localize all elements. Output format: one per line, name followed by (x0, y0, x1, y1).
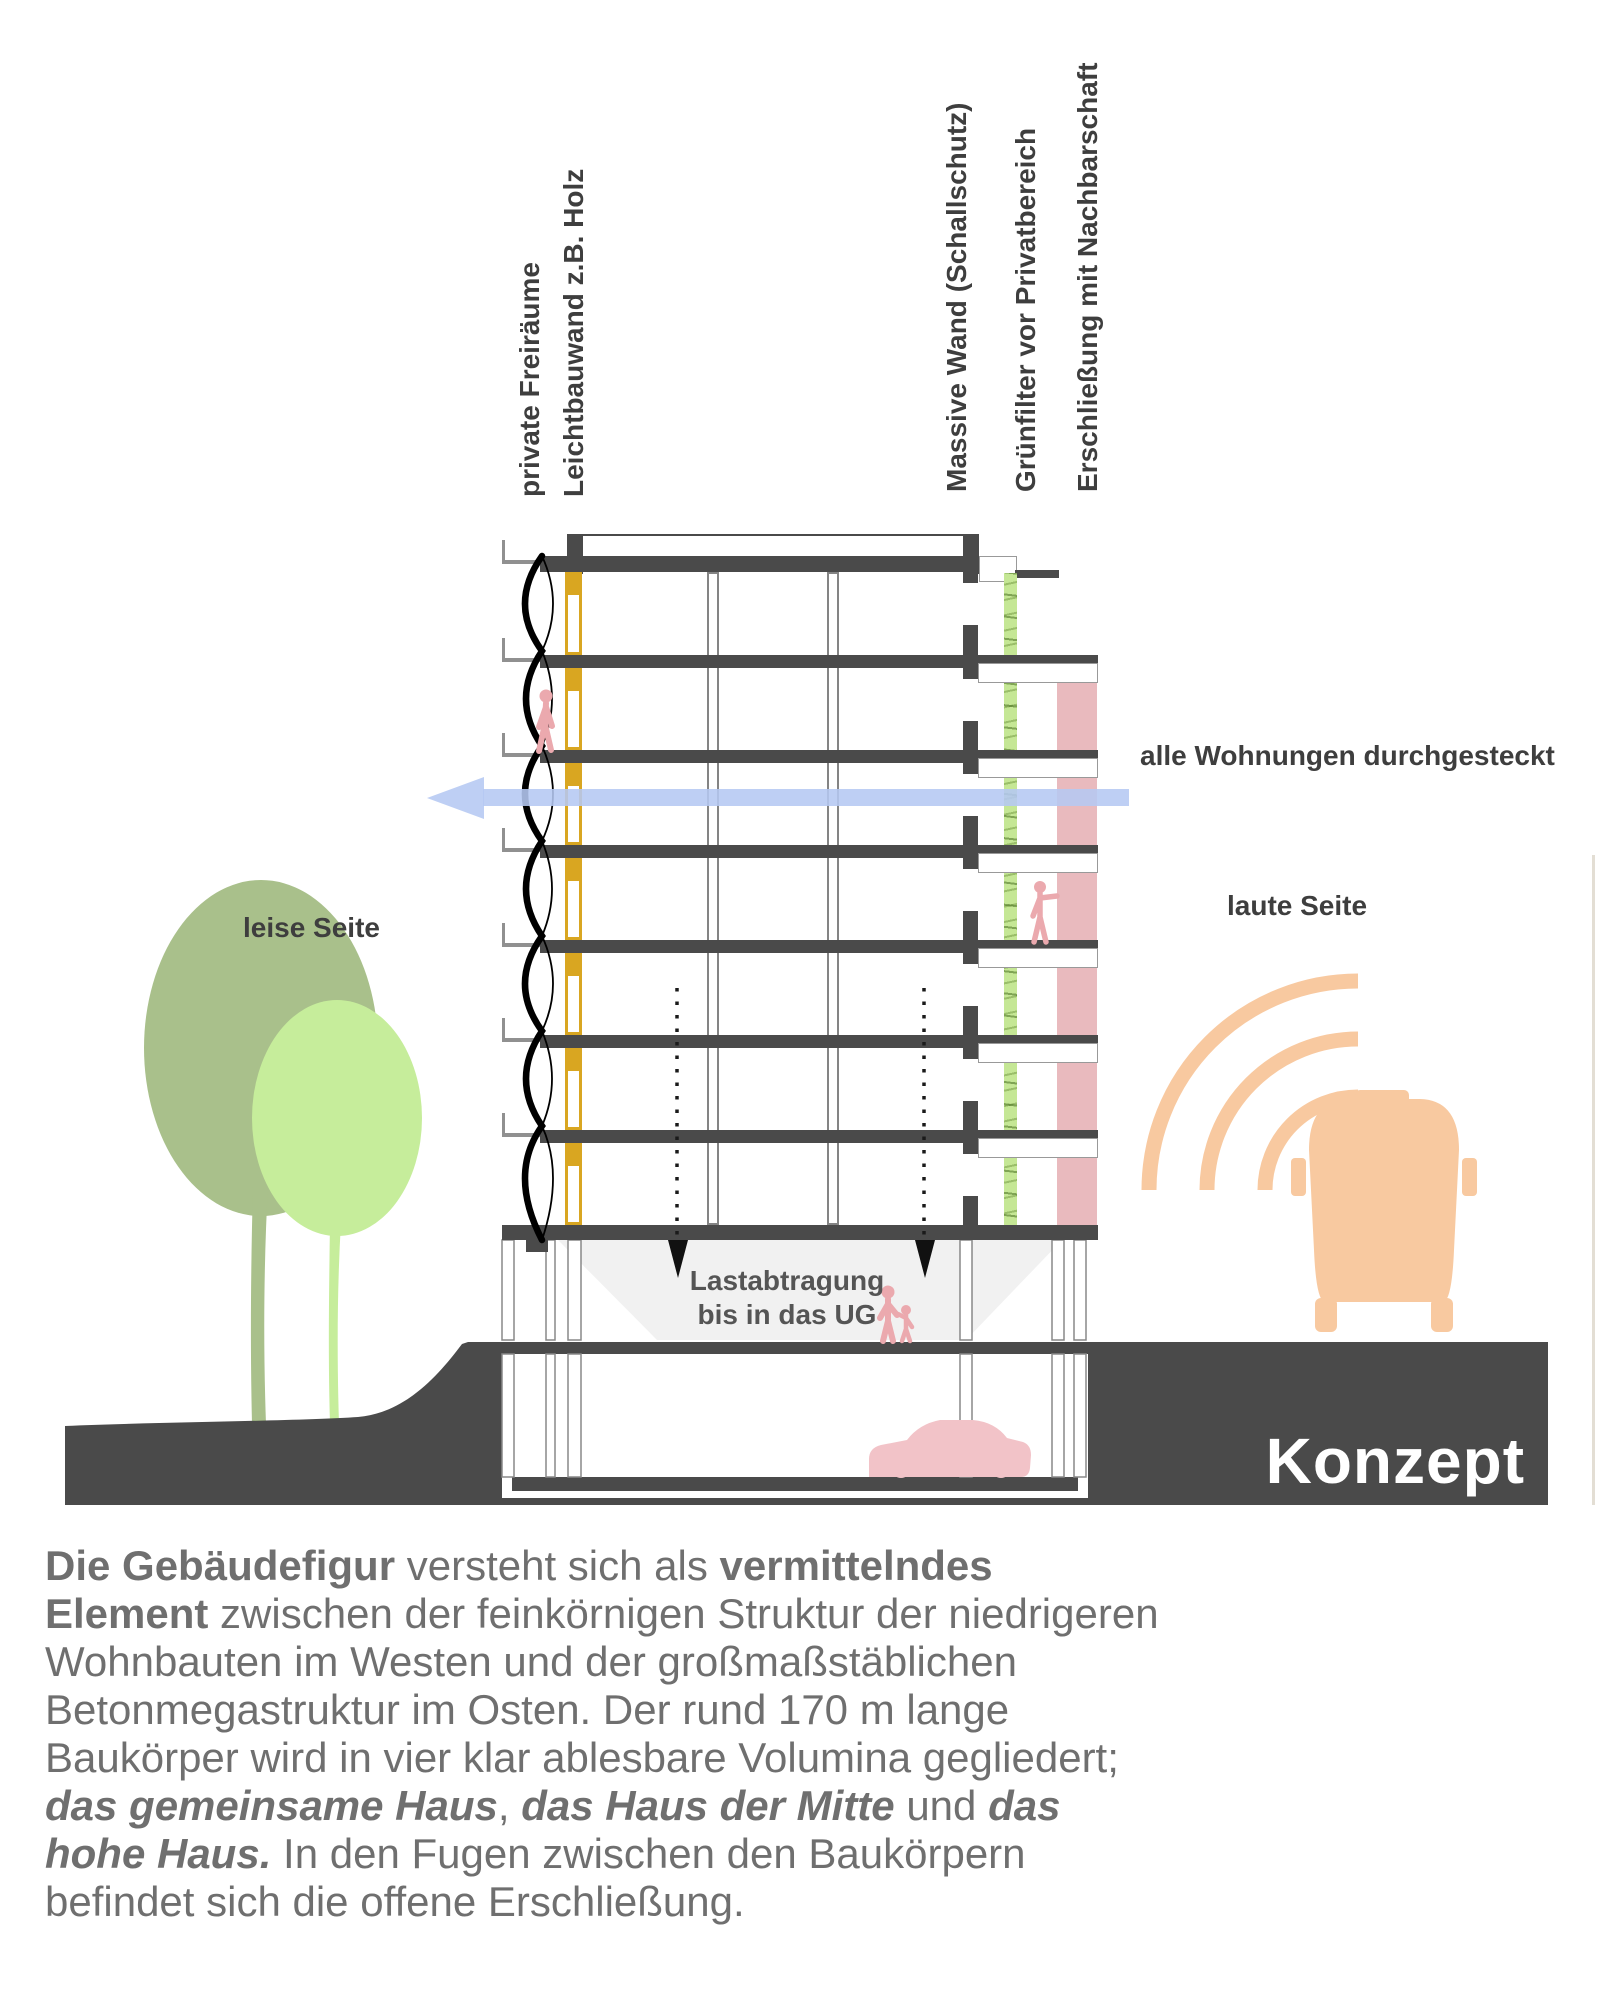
text-run: das (988, 1782, 1061, 1829)
through-arrow-shaft (483, 789, 1129, 806)
paragraph-line (45, 1590, 1565, 1638)
paragraph-line (45, 1782, 1565, 1830)
basement-wall-right (1074, 1354, 1086, 1477)
ground-floor-column (960, 1240, 972, 1340)
text-run: vermittelndes (719, 1542, 993, 1589)
text-run: das Haus der Mitte (521, 1782, 895, 1829)
label-massive-wand: Massive Wand (Schallschutz) (941, 102, 972, 492)
label-lastabtragung-line1: Lastabtragung (689, 1265, 885, 1296)
label-lastabtragung-line2: bis in das UG (697, 1299, 877, 1330)
text-run: Element (45, 1590, 209, 1637)
label-erschliessung: Erschließung mit Nachbarschaft (1072, 62, 1103, 492)
curtain-wave-thin (542, 556, 553, 1240)
paragraph-line (45, 1542, 1565, 1590)
ground-floor-column (1052, 1240, 1064, 1340)
text-run: Wohnbauten im Westen und der großmaßstäblichen (45, 1638, 1017, 1685)
person-icon (1033, 881, 1057, 942)
text-run: zwischen der feinkörnigen Struktur der niedrigeren (208, 1590, 1159, 1637)
page-title: Konzept (1265, 1425, 1525, 1497)
ground-floor-wall-right (1074, 1240, 1086, 1340)
tree-large-trunk (251, 1185, 268, 1424)
label-gruenfilter: Grünfilter vor Privatbereich (1010, 127, 1041, 492)
bus-icon (1291, 1090, 1477, 1332)
text-run: In den Fugen zwischen den Baukörpern (271, 1830, 1026, 1877)
ground-floor-column (546, 1240, 555, 1340)
ground-floor-column (568, 1240, 581, 1340)
basement-column (546, 1354, 555, 1477)
paragraph-line (45, 1878, 1565, 1926)
text-run: versteht sich als (395, 1542, 720, 1589)
label-private-freiraeume: private Freiräume (514, 262, 545, 497)
text-run: und (894, 1782, 989, 1829)
text-run: befindet sich die offene Erschließung. (45, 1878, 745, 1925)
basement-column (568, 1354, 581, 1477)
ground-slab (502, 1225, 1098, 1240)
label-lastabtragung (632, 1264, 942, 1332)
paragraph-line (45, 1830, 1565, 1878)
person-icon (539, 690, 553, 752)
text-run: Betonmegastruktur im Osten. Der rund 170 m lange (45, 1686, 1010, 1733)
description-paragraph (45, 1542, 1565, 1926)
through-arrow-head-icon (427, 777, 484, 819)
label-alle-wohnungen: alle Wohnungen durchgesteckt (1140, 740, 1555, 771)
text-run: Baukörper wird in vier klar ablesbare Volumina gegliedert; (45, 1734, 1119, 1781)
ground-floor-wall-left (502, 1240, 514, 1340)
text-run: Die Gebäudefigur (45, 1542, 396, 1589)
tree-small-trunk (329, 1222, 341, 1424)
basement-column (1052, 1354, 1064, 1477)
label-laute-seite: laute Seite (1227, 890, 1368, 921)
text-run: , (497, 1782, 522, 1829)
curtain-wave-thick (525, 556, 542, 1240)
paragraph-line (45, 1686, 1565, 1734)
label-leise-seite: leise Seite (243, 912, 380, 943)
label-leichtbauwand: Leichtbauwand z.B. Holz (558, 168, 589, 497)
text-run: hohe Haus. (45, 1830, 272, 1877)
basement-floor-slab (512, 1477, 1078, 1491)
paragraph-line (45, 1734, 1565, 1782)
tree-small-crown (252, 1000, 422, 1236)
text-run: das gemeinsame Haus (45, 1782, 498, 1829)
basement-wall-left (502, 1354, 514, 1477)
paragraph-line (45, 1638, 1565, 1686)
